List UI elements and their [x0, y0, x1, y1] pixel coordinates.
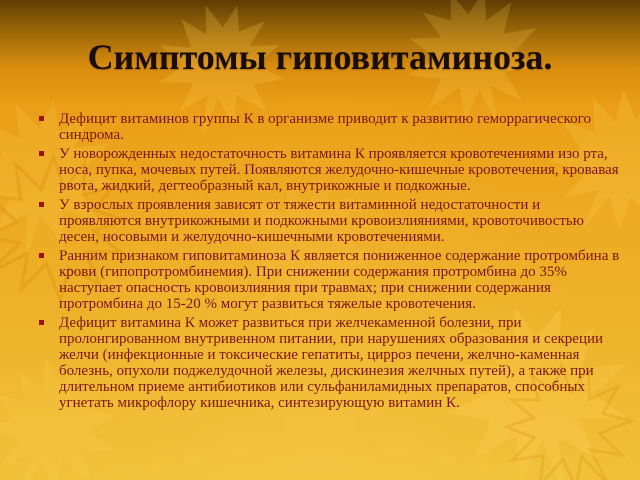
bullet-square-icon — [39, 253, 44, 258]
bullet-item — [38, 111, 622, 143]
bullet-item — [38, 146, 622, 194]
bullet-square-icon — [39, 202, 44, 207]
bullet-text: Ранним признаком гиповитаминоза К является пониженное содержание протромбина в крови (гипопротромбинемия). При снижении содержания протромбина до 35% наступает опасность кровоизлияния при травмах; при снижении содержания протромбина до 15-20 % могут развиться тяжелые кровотечения. — [59, 247, 620, 312]
bullet-text: У новорожденных недостаточность витамина К проявляется кровотечениями изо рта, носа, пупка, мочевых путей. Появляются желудочно-кишечные кровотечения, кровавая рвота, жидкий, дегтеобразный кал, внутрикожные и подкожные. — [59, 145, 619, 194]
bullet-item — [38, 315, 622, 411]
slide-title: Симптомы гиповитаминоза. — [87, 37, 553, 77]
bullet-square-icon — [39, 151, 44, 156]
bullet-square-icon — [39, 320, 44, 325]
bullet-square-icon — [39, 116, 44, 121]
bullet-text: У взрослых проявления зависят от тяжести витаминной недостаточности и проявляются внутрикожными и подкожными кровоизлияниями, кровоточивостью десен, носовыми и желудочно-кишечными кровотечениями. — [59, 196, 584, 245]
bullet-list — [0, 111, 640, 411]
bullet-text: Дефицит витамина К может развиться при желчекаменной болезни, при пролонгированном внутривенном питании, при нарушениях образования и секреции желчи (инфекционные и токсические гепатиты, цирроз печени, желчно-каменная болезнь, опухоли поджелудочной железы, дискинезия желчных путей), а также при длительном приеме антибиотиков или сульфаниламидных препаратов, способных угнетать микрофлору кишечника, синтезирующую витамин К. — [59, 314, 604, 411]
bullet-item — [38, 197, 622, 245]
bullet-item — [38, 248, 622, 312]
bullet-text: Дефицит витаминов группы К в организме приводит к развитию геморрагического синдрома. — [59, 110, 591, 143]
